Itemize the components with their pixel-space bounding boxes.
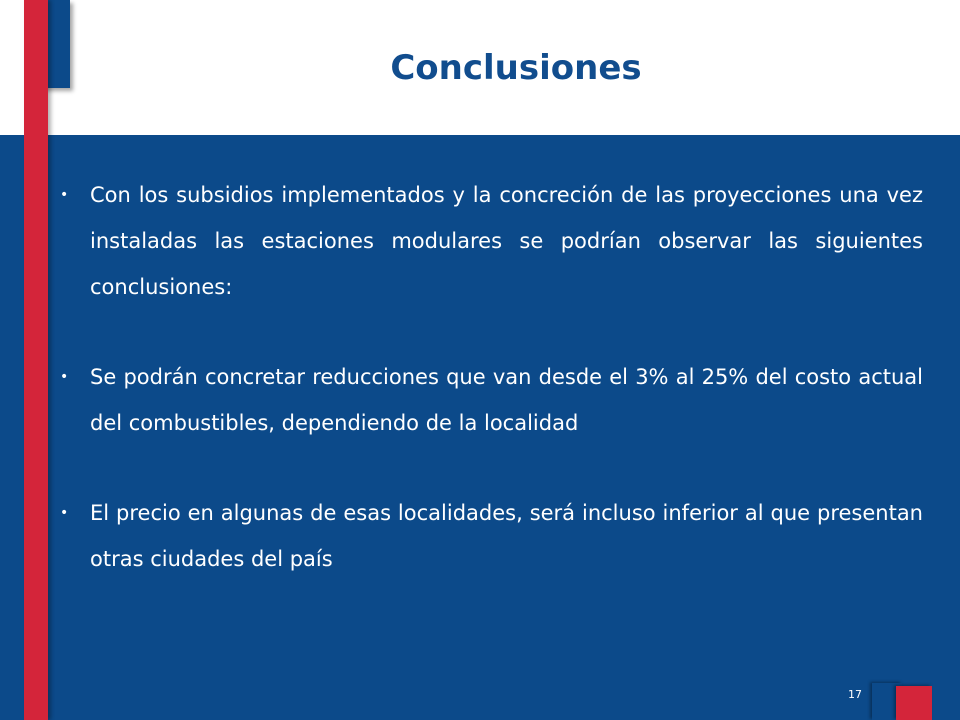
bullet-text: Con los subsidios implementados y la concreción de las proyecciones una vez instaladas las estaciones modulares se podrían observar las siguientes conclusiones: [90,183,923,299]
bullet-list [60,172,923,626]
decor-left-red-bar [24,0,48,720]
bullet-marker: • [60,187,69,203]
decor-bottom-right-red-block [896,686,932,720]
bullet-text: Se podrán concretar reducciones que van desde el 3% al 25% del costo actual del combustibles, dependiendo de la localidad [90,365,923,435]
bullet-marker: • [60,505,69,521]
bullet-item [60,490,923,582]
bullet-marker: • [60,369,69,385]
page-number: 17 [848,688,862,701]
bullet-item [60,354,923,446]
slide-title: Conclusiones [390,48,642,88]
bullet-item [60,172,923,310]
bullet-text: El precio en algunas de esas localidades, será incluso inferior al que presentan otras ciudades del país [90,501,923,571]
